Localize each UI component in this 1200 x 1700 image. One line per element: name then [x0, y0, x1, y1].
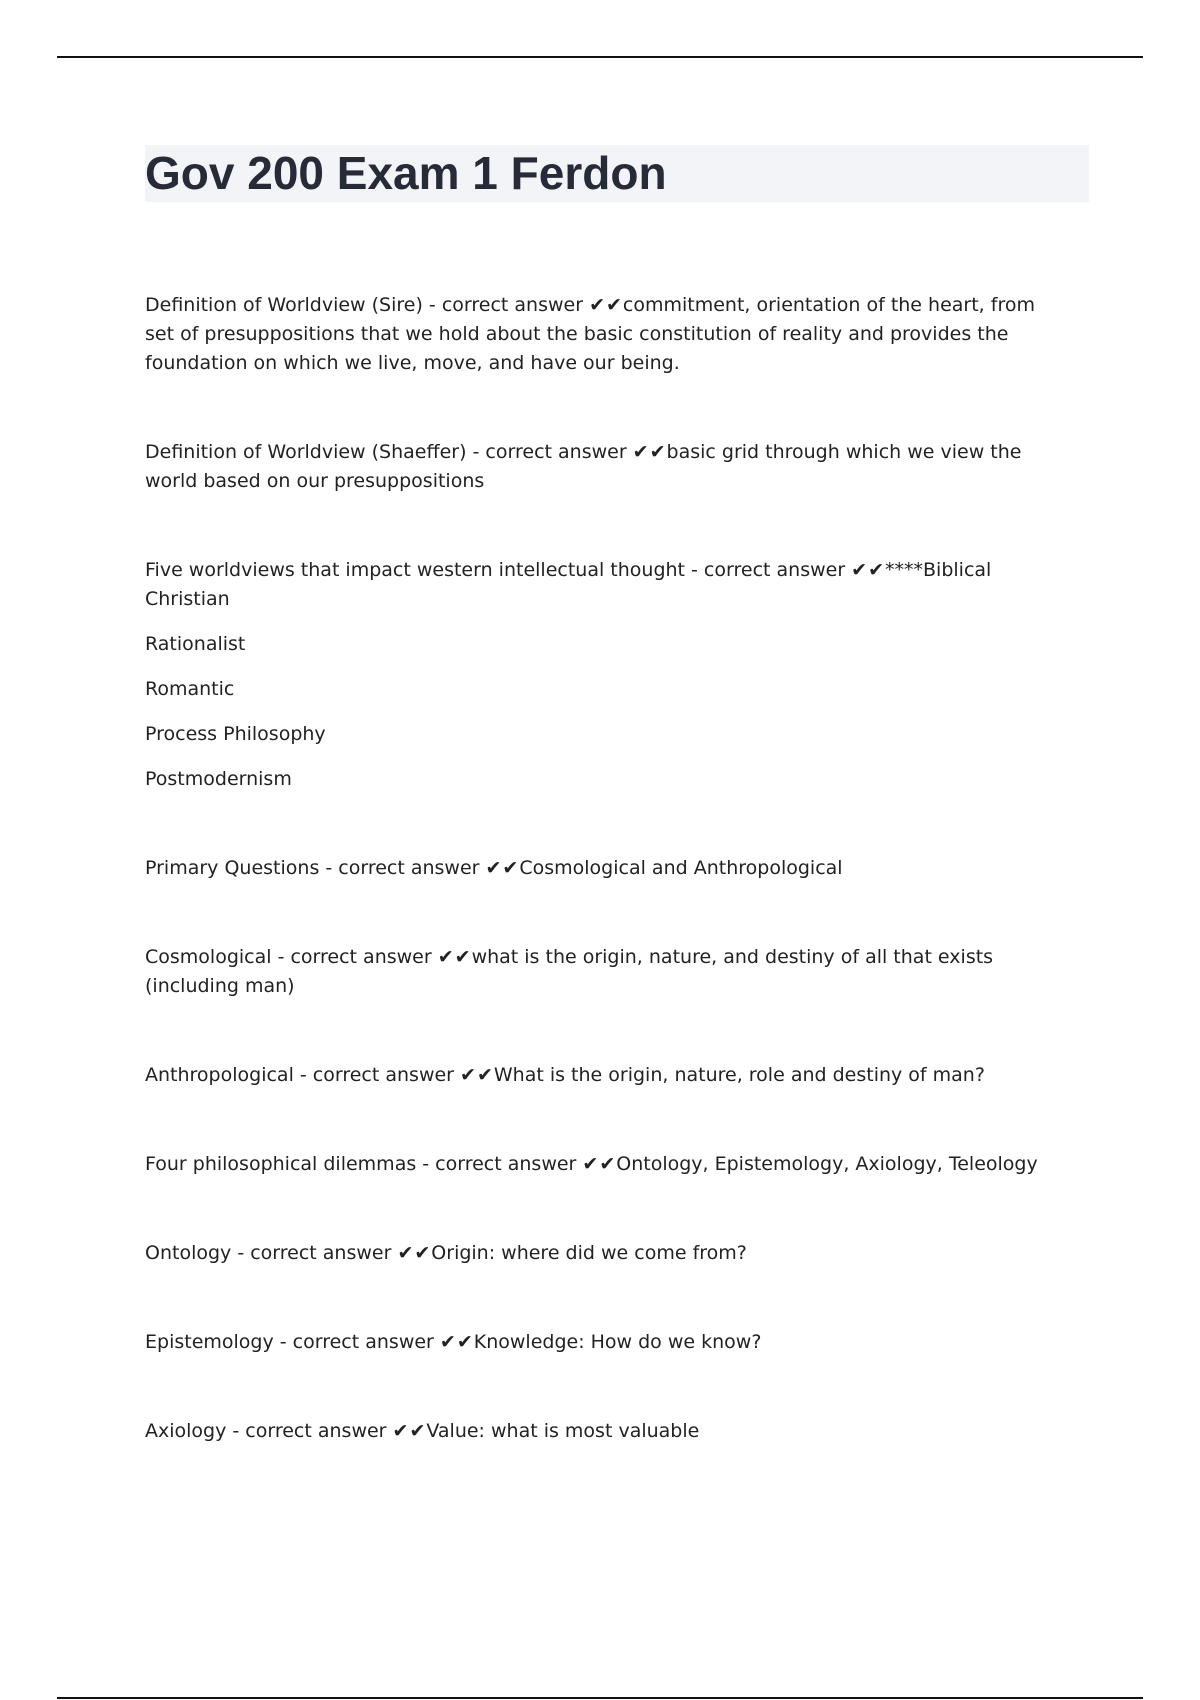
qa-answer-line: Process Philosophy — [145, 723, 326, 745]
qa-answer: basic grid through which we view the world based on our presuppositions — [145, 441, 1022, 492]
check-icon: ✔✔ — [589, 294, 623, 316]
check-icon: ✔✔ — [397, 1242, 432, 1264]
qa-answer: ****Biblical Christian — [145, 559, 992, 610]
qa-answer-line: Postmodernism — [145, 768, 292, 790]
qa-answer-line: Romantic — [145, 678, 235, 700]
qa-item — [145, 1417, 1065, 1446]
qa-separator: - correct answer — [416, 1153, 583, 1175]
qa-item — [145, 291, 1065, 378]
qa-term: Ontology — [145, 1242, 232, 1264]
qa-item — [145, 1328, 1065, 1357]
qa-term: Axiology — [145, 1420, 227, 1442]
qa-separator: - correct answer — [271, 946, 438, 968]
qa-term: Four philosophical dilemmas — [145, 1153, 417, 1175]
qa-answer-line: Rationalist — [145, 633, 246, 655]
qa-answer: What is the origin, nature, role and destiny of man? — [493, 1064, 985, 1086]
qa-separator: - correct answer — [685, 559, 852, 581]
qa-separator: - correct answer — [231, 1242, 398, 1264]
check-icon: ✔✔ — [632, 441, 667, 463]
qa-term: Definition of Worldview (Shaeffer) — [145, 441, 467, 463]
check-icon: ✔✔ — [460, 1064, 494, 1086]
bottom-rule — [57, 1697, 1143, 1699]
qa-term: Epistemology — [145, 1331, 274, 1353]
qa-answer: Origin: where did we come from? — [431, 1242, 747, 1264]
qa-answer: Knowledge: How do we know? — [473, 1331, 762, 1353]
qa-answer: what is the origin, nature, and destiny of all that exists (including man) — [145, 946, 994, 997]
qa-term: Five worldviews that impact western intellectual thought — [145, 559, 685, 581]
qa-item — [145, 1061, 1065, 1090]
qa-answer: commitment, orientation of the heart, from set of presuppositions that we hold about the basic constitution of reality and provides the foundation on which we live, move, and have our being. — [145, 294, 1035, 374]
qa-separator: - correct answer — [273, 1331, 440, 1353]
document-body — [145, 291, 1065, 1506]
qa-item — [145, 854, 1065, 883]
check-icon: ✔✔ — [485, 857, 520, 879]
qa-term: Definition of Worldview (Sire) — [145, 294, 423, 316]
title-banner — [145, 145, 1089, 202]
qa-item — [145, 1239, 1065, 1268]
check-icon: ✔✔ — [851, 559, 886, 581]
check-icon: ✔✔ — [392, 1420, 427, 1442]
top-rule — [57, 56, 1143, 58]
check-icon: ✔✔ — [437, 946, 472, 968]
qa-term: Primary Questions — [145, 857, 320, 879]
qa-answer: Cosmological and Anthropological — [519, 857, 843, 879]
check-icon: ✔✔ — [439, 1331, 474, 1353]
qa-separator: - correct answer — [293, 1064, 461, 1086]
qa-item — [145, 1150, 1065, 1179]
qa-separator: - correct answer — [226, 1420, 393, 1442]
qa-item — [145, 438, 1065, 496]
qa-term: Anthropological — [145, 1064, 294, 1086]
qa-answer: Ontology, Epistemology, Axiology, Teleology — [616, 1153, 1038, 1175]
qa-separator: - correct answer — [319, 857, 486, 879]
check-icon: ✔✔ — [582, 1153, 617, 1175]
qa-item — [145, 556, 1065, 794]
qa-separator: - correct answer — [422, 294, 590, 316]
qa-term: Cosmological — [145, 946, 272, 968]
qa-item — [145, 943, 1065, 1001]
qa-separator: - correct answer — [466, 441, 633, 463]
qa-answer: Value: what is most valuable — [426, 1420, 700, 1442]
document-title: Gov 200 Exam 1 Ferdon — [145, 147, 667, 199]
